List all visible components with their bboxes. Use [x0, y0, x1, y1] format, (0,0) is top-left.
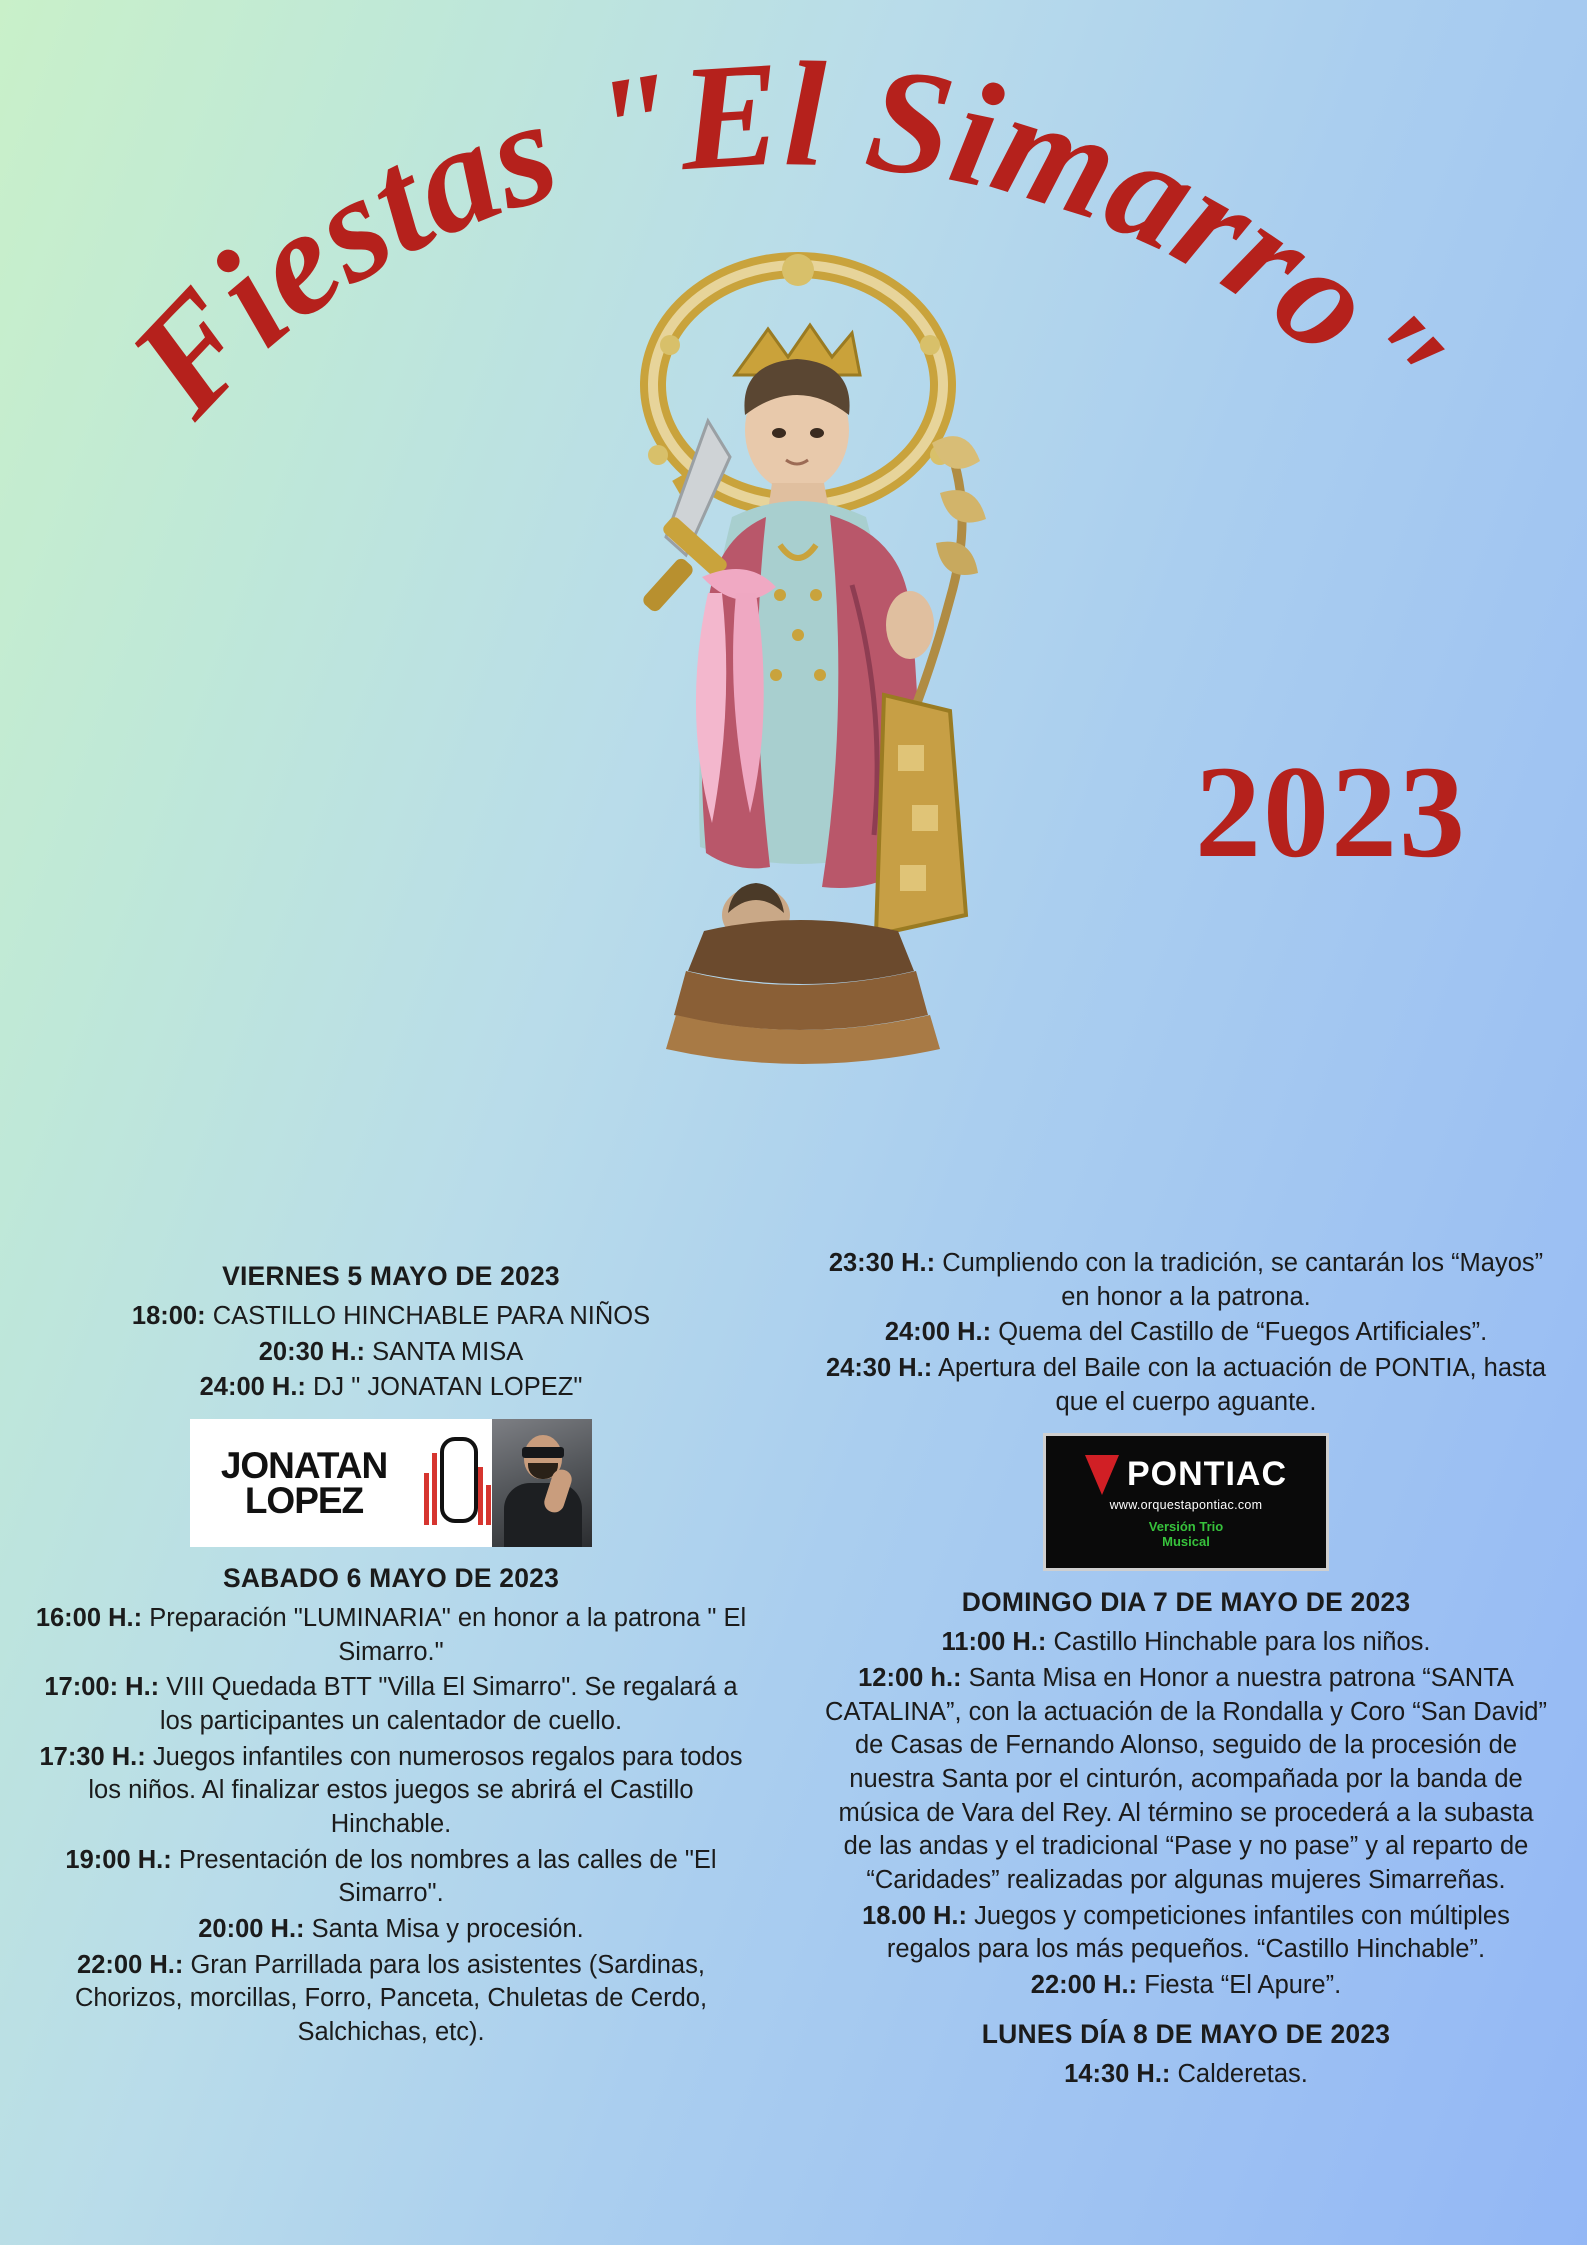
- pontiac-logo-main: [1085, 1455, 1287, 1495]
- day-title-friday: VIERNES 5 MAYO DE 2023: [222, 1261, 560, 1291]
- program-entry: [28, 1671, 754, 1738]
- entry-text: CASTILLO HINCHABLE PARA NIÑOS: [212, 1302, 651, 1330]
- program-entry: [823, 1969, 1549, 2003]
- entry-time: 17:00: H.:: [44, 1673, 160, 1702]
- program-entry: [28, 1300, 754, 1334]
- entry-text: Cumpliendo con la tradición, se cantarán los “Mayos” en honor a la patrona.: [942, 1249, 1544, 1311]
- pontiac-sub-line-2: Musical: [1162, 1533, 1210, 1549]
- entry-time: 14:30 H.:: [1064, 2059, 1171, 2088]
- pontiac-logo-url: www.orquestapontiac.com: [1109, 1497, 1263, 1512]
- entry-text: Calderetas.: [1177, 2059, 1308, 2088]
- program-entry: [28, 1913, 754, 1947]
- entry-time: 24:30 H.:: [825, 1353, 933, 1382]
- entry-text: SANTA MISA: [372, 1337, 524, 1366]
- program-entry: [28, 1371, 754, 1405]
- entry-text: Santa Misa y procesión.: [311, 1914, 584, 1943]
- day-title-saturday: SABADO 6 MAYO DE 2023: [222, 1562, 560, 1593]
- entry-text: DJ " JONATAN LOPEZ": [313, 1373, 583, 1402]
- poster-year: 2023: [1195, 738, 1467, 885]
- program-entry: [823, 1316, 1549, 1350]
- pontiac-logo-word: PONTIAC: [1127, 1455, 1287, 1494]
- jl-line-1: JONATAN: [220, 1444, 388, 1486]
- pontiac-logo: [1043, 1433, 1329, 1571]
- entry-time: 24:00 H.:: [884, 1318, 992, 1347]
- entry-text: Santa Misa en Honor a nuestra patrona “SANTA CATALINA”, con la actuación de la Rondalla y Coro “San David” de Casas de Fernando Alonso, seguido de la procesión de nuestra Santa por el cinturón, acompañada por la banda de música de Vara del Rey. Al término se procederá a la subasta de las andas y el tradicional “Pase y no pase” y al reparto de “Caridades” realizadas por algunas mujeres Simarreñas.: [825, 1663, 1547, 1894]
- entry-time: 11:00 H.:: [941, 1628, 1047, 1657]
- program-entry: [823, 1626, 1549, 1660]
- program-entry: [28, 1602, 754, 1669]
- program-left-column: [10, 1245, 772, 2052]
- entry-time: 20:00 H.:: [198, 1914, 305, 1943]
- dj-logo-row: [10, 1419, 772, 1547]
- program-entry: [823, 1352, 1549, 1419]
- jonatan-lopez-logo: [190, 1419, 418, 1547]
- page-title: Fiestas "El Simarro": [98, 30, 1478, 446]
- entry-text: Apertura del Baile con la actuación de PONTIA, hasta que el cuerpo aguante.: [937, 1353, 1547, 1416]
- entry-text: Preparación "LUMINARIA" en honor a la patrona " El Simarro.": [149, 1603, 747, 1666]
- entry-time: 20:30 H.:: [258, 1337, 366, 1366]
- entry-time: 18:00:: [131, 1302, 206, 1330]
- jonatan-lopez-logo-text: [220, 1444, 388, 1521]
- entry-time: 19:00 H.:: [65, 1845, 172, 1874]
- entry-text: Gran Parrillada para los asistentes (Sardinas, Chorizos, morcillas, Forro, Panceta, Chuletas de Cerdo, Salchichas, etc).: [74, 1950, 708, 2046]
- jl-line-2: LOPEZ: [244, 1479, 364, 1521]
- program-right-column: [805, 1245, 1567, 2093]
- pontiac-arrow-icon: [1085, 1455, 1119, 1495]
- program-entry: [28, 1844, 754, 1911]
- entry-time: 17:30 H.:: [39, 1742, 146, 1771]
- entry-text: Quema del Castillo de “Fuegos Artificiales”.: [998, 1318, 1488, 1347]
- pontiac-logo-subtitle: [1149, 1520, 1223, 1550]
- program-entry: [28, 1741, 754, 1842]
- program-entry: [823, 2058, 1549, 2092]
- entry-text: Fiesta “El Apure”.: [1144, 1970, 1342, 1999]
- program-entry: [823, 1247, 1549, 1314]
- program-entry: [823, 1662, 1549, 1898]
- program-columns: [0, 1245, 1587, 2245]
- dj-photo: [492, 1419, 592, 1547]
- day-title-monday: LUNES DÍA 8 DE MAYO DE 2023: [981, 2018, 1391, 2049]
- entry-time: 23:30 H.:: [828, 1249, 936, 1277]
- pontiac-sub-line-1: Versión Trio: [1148, 1518, 1224, 1534]
- entry-time: 24:00 H.:: [199, 1373, 306, 1402]
- program-entry: [28, 1949, 754, 2050]
- entry-text: Juegos y competiciones infantiles con múltiples regalos para los más pequeños. “Castillo Hinchable”.: [886, 1901, 1510, 1964]
- entry-time: 18.00 H.:: [862, 1901, 967, 1930]
- entry-text: Presentación de los nombres a las calles de "El Simarro".: [178, 1845, 717, 1908]
- entry-time: 12:00 h.:: [858, 1663, 962, 1692]
- entry-text: Castillo Hinchable para los niños.: [1053, 1628, 1431, 1657]
- program-entry: [28, 1336, 754, 1370]
- program-entry: [823, 1900, 1549, 1967]
- microphone-icon: [418, 1419, 492, 1547]
- entry-text: Juegos infantiles con numerosos regalos para todos los niños. Al finalizar estos juegos se abrirá el Castillo Hinchable.: [88, 1742, 743, 1838]
- entry-time: 16:00 H.:: [35, 1603, 143, 1632]
- entry-time: 22:00 H.:: [1030, 1970, 1138, 1999]
- saint-statue-image: [480, 225, 1120, 1225]
- entry-text: VIII Quedada BTT "Villa El Simarro". Se regalará a los participantes un calentador de cuello.: [159, 1673, 738, 1735]
- entry-time: 22:00 H.:: [77, 1950, 184, 1979]
- day-title-sunday: DOMINGO DIA 7 DE MAYO DE 2023: [961, 1587, 1411, 1618]
